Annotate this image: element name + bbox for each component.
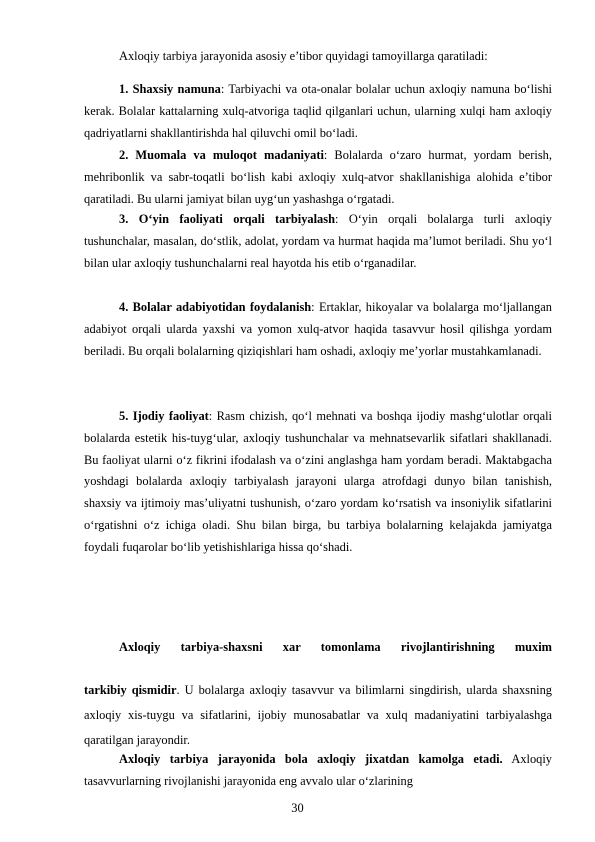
principle-4-title: 4. Bolalar adabiyotidan foydalanish — [119, 300, 312, 314]
principle-4-text: : Ertaklar, hikoyalar va bolalarga mo‘ljallangan adabiyot orqali ularda yaxshi va yomon xulq-atvor haqida tasavvur hosil qilishga yordam beriladi. Bu orqali bolalarning qiziqishlari ham oshadi, axloqiy me’yorlar mustahkamlanadi. — [84, 300, 552, 358]
principle-3-title: 3. O‘yin faoliyati orqali tarbiyalash — [119, 212, 335, 226]
section-paragraph-1 — [84, 678, 552, 753]
principle-4 — [84, 297, 552, 362]
section-heading-1-continuation: tarkibiy qismidir — [84, 683, 177, 697]
intro-paragraph — [84, 46, 552, 68]
principle-2-text: : Bolalarda o‘zaro hurmat, yordam berish, mehribonlik va sabr-toqatli bo‘lish kabi axloqiy xulq-atvor shakllanishiga alohida e’tibor qaratiladi. Bu ularni jamiyat bilan uyg‘un yashashga o‘rgatadi. — [84, 148, 552, 206]
section-paragraph-1-text: . U bolalarga axloqiy tasavvur va bilimlarni singdirish, ularda shaxsning axloqiy xis-tuygu va sifatlarini, ijobiy munosabatlar va xulq madaniyatini tarbiyalashga qaratilgan jarayondir. — [84, 683, 552, 747]
section-paragraph-2-text: Axloqiy tasavvurlarning rivojlanishi jarayonida eng avvalo ular o‘zlarining — [84, 752, 553, 788]
principle-5-title: 5. Ijodiy faoliyat — [119, 409, 209, 423]
section-heading-1 — [84, 637, 552, 659]
principle-1 — [84, 79, 552, 144]
principle-1-text: : Tarbiyachi va ota-onalar bolalar uchun axloqiy namuna bo‘lishi kerak. Bolalar kattalarning xulq-atvoriga taqlid qilganlari uchun, ularning xulqi ham axloqiy qadriyatlarni shakllantirishda hal qiluvchi omil bo‘ladi. — [84, 82, 552, 140]
principle-2-title: 2. Muomala va muloqot madaniyati — [119, 148, 324, 162]
section-heading-1-title: Axloqiy tarbiya-shaxsni xar tomonlama rivojlantirishning muxim — [119, 640, 552, 654]
principle-5 — [84, 406, 552, 559]
page-number: 30 — [291, 801, 304, 815]
section-heading-2-title: Axloqiy tarbiya jarayonida bola axloqiy jixatdan kamolga etadi. — [119, 752, 503, 766]
principle-1-title: 1. Shaxsiy namuna — [119, 82, 221, 96]
intro-text: Axloqiy tarbiya jarayonida asosiy e’tibor quyidagi tamoyillarga qaratiladi: — [119, 49, 488, 63]
principle-3-text: : O‘yin orqali bolalarga turli axloqiy tushunchalar, masalan, do‘stlik, adolat, yordam va hurmat haqida ma’lumot beriladi. Shu yo‘l bilan ular axloqiy tushunchalarni real hayotda his etib o‘rganadilar. — [84, 212, 552, 270]
section-paragraph-2 — [84, 749, 552, 793]
principle-2 — [84, 145, 552, 210]
principle-3 — [84, 209, 552, 274]
principle-5-text: : Rasm chizish, qo‘l mehnati va boshqa ijodiy mashg‘ulotlar orqali bolalarda estetik his-tuyg‘ular, axloqiy tushunchalar va mehnatsevarlik sifatlari shakllanadi. Bu faoliyat ularni o‘z fikrini ifodalash va o‘zini anglashga ham yordam beradi. Maktabgacha yoshdagi bolalarda axloqiy tarbiyalash jarayoni ularga atrofdagi dunyo bilan tanishish, shaxsiy va ijtimoiy mas’uliyatni tushunish, o‘zaro yordam ko‘rsatish va insoniylik sifatlarini o‘rgatishni o‘z ichiga oladi. Shu bilan birga, bu tarbiya bolalarning kelajakda jamiyatga foydali fuqarolar bo‘lib yetishishlariga hissa qo‘shadi. — [84, 409, 552, 554]
